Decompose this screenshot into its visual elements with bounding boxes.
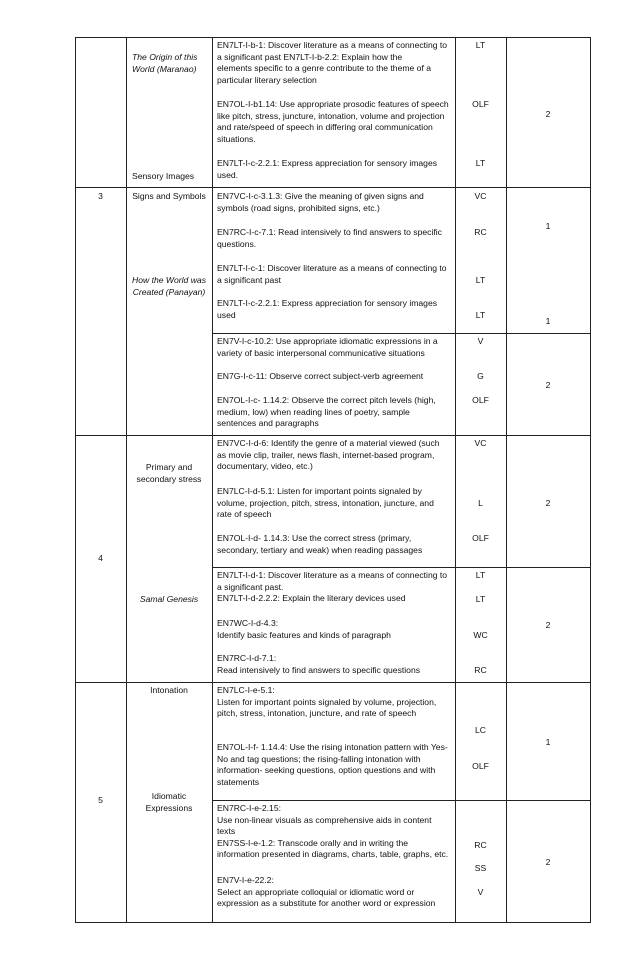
competency-cell: EN7OL-I-c- 1.14.2: Observe the correct pitch levels (high, medium, low) when reading lines of poetry, sample sentences and paragraphs (217, 395, 436, 429)
row-divider (212, 567, 591, 568)
row-divider (212, 333, 591, 334)
domain-code: RC (474, 227, 487, 237)
domain-code: VC (474, 191, 487, 201)
topic-cell: Primary and secondary stress (136, 462, 202, 484)
competency-cell: EN7OL-I-b1.14: Use appropriate prosodic features of speech like pitch, stress, juncture, intonation, volume and projection and rate/speed of speech in differing oral communication situations. (217, 99, 449, 144)
week-cell: 5 (98, 795, 103, 805)
days-cell: 2 (545, 109, 551, 119)
competency-cell: EN7LT-I-b-1: Discover literature as a means of connecting to a significant past EN7LT-I-b-2.2: Explain how the elements specific to a genre contribute to the theme of a particular literary selection (217, 40, 448, 85)
domain-code: V (477, 336, 484, 346)
topic-cell: Intonation (150, 685, 188, 695)
topic-cell: Samal Genesis (139, 594, 199, 604)
days-cell: 2 (545, 498, 551, 508)
competency-cell: EN7LT-I-c-1: Discover literature as a means of connecting to a significant past (217, 263, 447, 285)
topic-cell: Idiomatic Expressions (145, 791, 193, 813)
topic-cell: The Origin of this World (Maranao) (132, 52, 198, 74)
competency-cell: EN7OL-I-d- 1.14.3: Use the correct stress (primary, secondary, tertiary and weak) when reading passages (217, 533, 423, 555)
topic-cell: Sensory Images (132, 171, 195, 181)
competency-cell: EN7V-I-c-10.2: Use appropriate idiomatic expressions in a variety of basic interpersonal communicative situations (217, 336, 438, 358)
days-cell: 1 (545, 316, 551, 326)
domain-code: LT (475, 158, 486, 168)
domain-code: V (477, 887, 484, 897)
domain-code: OLF (472, 395, 489, 405)
domain-code: VC (474, 438, 487, 448)
row-divider (75, 435, 591, 436)
row-divider (75, 682, 591, 683)
row-divider (212, 800, 591, 801)
domain-code: WC (473, 630, 488, 640)
days-cell: 1 (545, 221, 551, 231)
days-cell: 1 (545, 737, 551, 747)
row-divider (75, 37, 591, 38)
domain-code: OLF (472, 761, 489, 771)
col-divider (75, 37, 76, 923)
competency-cell: EN7V-I-e-22.2: Select an appropriate colloquial or idiomatic word or expression as a substitute for another word or expression (217, 875, 436, 909)
competency-cell: EN7LT-I-d-1: Discover literature as a means of connecting to a significant past. EN7LT-I-d-2.2.2: Explain the literary devices used (217, 570, 448, 604)
domain-code: LC (475, 725, 486, 735)
col-divider (506, 37, 507, 923)
row-divider (75, 922, 591, 923)
domain-code: LT (475, 570, 486, 580)
competency-cell: EN7LC-I-e-5.1: Listen for important points signaled by volume, projection, pitch, stress, intonation, juncture, and rate of speech (217, 685, 437, 719)
competency-cell: EN7LT-I-c-2.2.1: Express appreciation for sensory images used. (217, 158, 438, 180)
days-cell: 2 (545, 380, 551, 390)
domain-code: LT (475, 310, 486, 320)
competency-cell: EN7G-I-c-11: Observe correct subject-verb agreement (217, 371, 424, 381)
week-cell: 4 (98, 553, 103, 563)
competency-cell: EN7RC-I-e-2.15: Use non-linear visuals as comprehensive aids in content texts EN7SS-I-e-1.2: Transcode orally and in writing the information presented in diagrams, charts, table, graphs, etc. (217, 803, 449, 860)
days-cell: 2 (545, 857, 551, 867)
row-divider (75, 187, 591, 188)
domain-code: LT (475, 275, 486, 285)
domain-code: LT (475, 594, 486, 604)
competency-cell: EN7LC-I-d-5.1: Listen for important points signaled by volume, projection, pitch, stress, intonation, juncture, and rate of speech (217, 486, 434, 520)
week-cell: 3 (98, 191, 103, 201)
domain-code: SS (474, 863, 487, 873)
domain-code: LT (475, 40, 486, 50)
competency-cell: EN7VC-I-d-6: Identify the genre of a material viewed (such as movie clip, trailer, news flash, internet-based program, documentary, video, etc.) (217, 438, 440, 472)
domain-code: RC (474, 665, 487, 675)
domain-code: L (478, 498, 483, 508)
domain-code: OLF (472, 99, 489, 109)
competency-cell: EN7WC-I-d-4.3: Identify basic features and kinds of paragraph (217, 618, 391, 640)
col-divider (590, 37, 591, 923)
domain-code: G (477, 371, 484, 381)
days-cell: 2 (545, 620, 551, 630)
competency-cell: EN7VC-I-c-3.1.3: Give the meaning of given signs and symbols (road signs, prohibited signs, etc.) (217, 191, 424, 213)
competency-cell: EN7OL-I-f- 1.14.4: Use the rising intonation pattern with Yes- No and tag questions; the rising-falling intonation with information- seeking questions, option questions and with statements (217, 742, 448, 787)
domain-code: RC (474, 840, 487, 850)
competency-cell: EN7LT-I-c-2.2.1: Express appreciation for sensory images used (217, 298, 438, 320)
domain-code: OLF (472, 533, 489, 543)
topic-cell: Signs and Symbols (132, 191, 206, 201)
competency-cell: EN7RC-I-c-7.1: Read intensively to find answers to specific questions. (217, 227, 442, 249)
competency-cell: EN7RC-I-d-7.1: Read intensively to find answers to specific questions (217, 653, 421, 675)
topic-cell: How the World was Created (Panayan) (131, 275, 207, 297)
col-divider (212, 37, 213, 923)
